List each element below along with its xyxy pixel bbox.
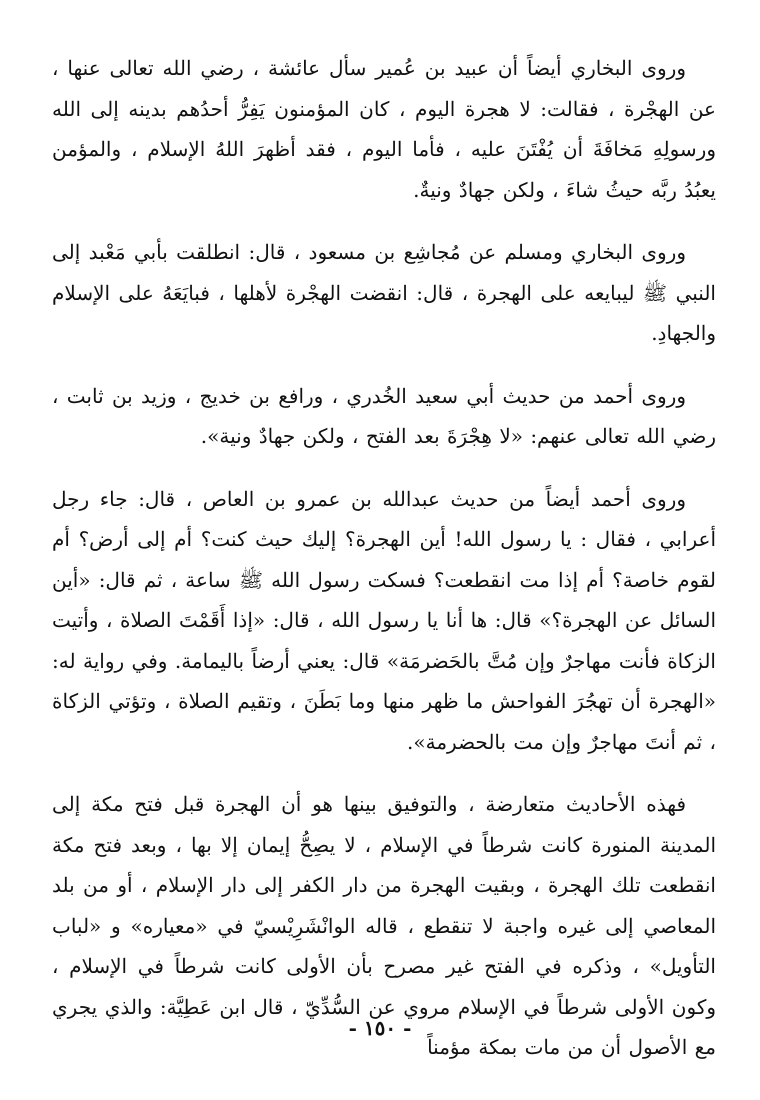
page-body [52,48,716,1059]
paragraph-aisha-hadith: وروى البخاري أيضاً أن عبيد بن عُمير سأل عائشة ، رضي الله تعالى عنها ، عن الهجْرة ، فقالت: لا هجرة اليوم ، كان المؤمنون يَفِرُّ أحدُهم بدينه إلى الله ورسولِهِ مَخافَةَ أن يُفْتَنَ عليه ، فأما اليوم ، فقد أظهرَ اللهُ الإسلام ، والمؤمن يعبُدُ ربَّه حيثُ شاءَ ، ولكن جهادٌ ونيةٌ. [52,56,716,202]
paragraph-khudri-hadith: وروى أحمد من حديث أبي سعيد الخُدري ، ورافع بن خديج ، وزيد بن ثابت ، رضي الله تعالى عنهم: «لا هِجْرَةَ بعد الفتح ، ولكن جهادٌ ونية». [52,383,716,448]
page-number: - ١٥٠ - [348,1016,412,1040]
paragraph-amr-ibn-al-as-hadith: وروى أحمد أيضاً من حديث عبدالله بن عمرو بن العاص ، قال: جاء رجل أعرابي ، فقال : يا رسول الله! أين الهجرة؟ إليك حيث كنت؟ أم إلى أرض؟ أم لقوم خاصة؟ أم إذا مت انقطعت؟ فسكت رسول الله ﷺ ساعة ، ثم قال: «أين السائل عن الهجرة؟» قال: ها أنا يا رسول الله ، قال: «إذا أَقَمْتَ الصلاة ، وأتيت الزكاة فأنت مهاجرٌ وإن مُتَّ بالحَضرمَة» قال: يعني أرضاً باليمامة. وفي رواية له: «الهجرة أن تهجُرَ الفواحش ما ظهر منها وما بَطَنَ ، وتقيم الصلاة ، وتؤتي الزكاة ، ثم أنتَ مهاجرٌ وإن مت بالحضرمة». [52,486,716,754]
paragraph-mujashi-hadith: وروى البخاري ومسلم عن مُجاشِع بن مسعود ، قال: انطلقت بأبي مَعْبد إلى النبي ﷺ ليبايعه على الهجرة ، قال: انقضت الهجْرة لأهلها ، فبايَعَهُ على الإسلام والجهادِ. [52,240,716,345]
paragraph-reconciliation: فهذه الأحاديث متعارضة ، والتوفيق بينها هو أن الهجرة قبل فتح مكة إلى المدينة المنورة كانت شرطاً في الإسلام ، لا يصِحُّ إيمان إلا بها ، وبعد فتح مكة انقطعت تلك الهجرة ، وبقيت الهجرة من دار الكفر إلى دار الإسلام ، أو من بلد المعاصي إلى غيره واجبة لا تنقطع ، قاله الوانْشَرِيْسيّ في «معياره» و «لباب التأويل» ، وذكره في الفتح غير مصرح بأن الأولى كانت شرطاً في الإسلام ، وكون الأولى شرطاً في الإسلام مروي عن السُّدِّيّ ، قال ابن عَطِيَّة: والذي يجري مع الأصول أن من مات بمكة مؤمناً [52,792,716,1059]
